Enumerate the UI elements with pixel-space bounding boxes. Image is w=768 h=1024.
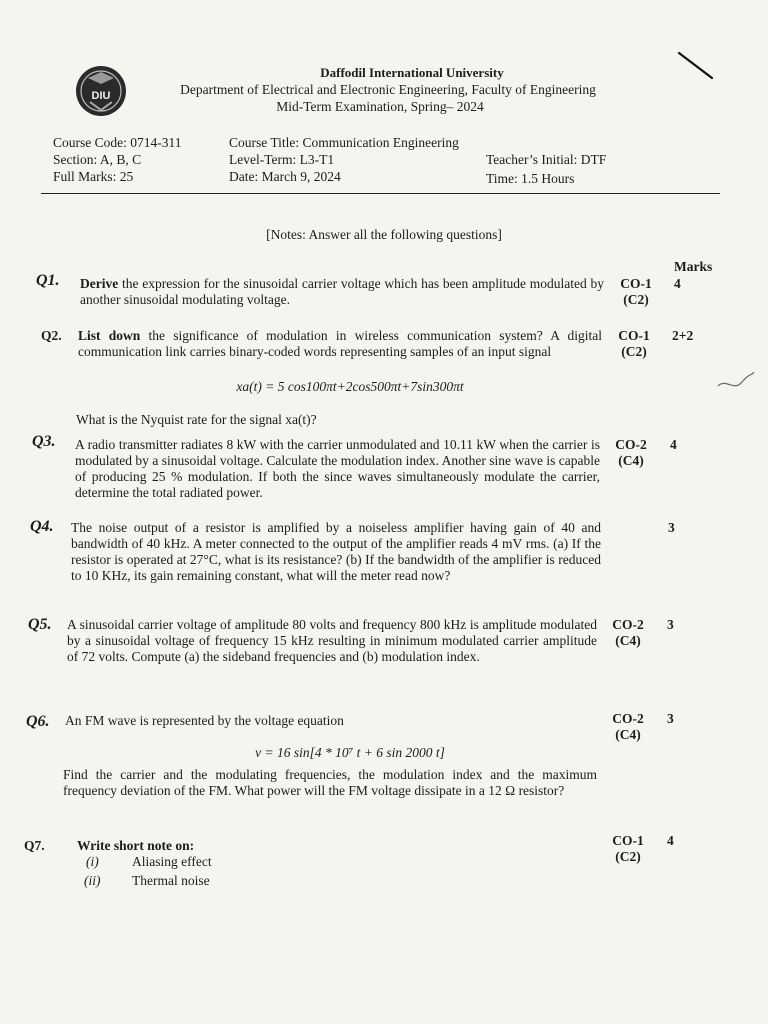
exam-notes: [Notes: Answer all the following questions] xyxy=(266,227,502,242)
question-text-q4: The noise output of a resistor is amplified by a noiseless amplifier having gain of 40 and bandwidth of 40 kHz. A meter connected to the output of the amplifier reads 4 mV rms. (a) If the resistor is operated at 27°C, what is its resistance? (b) If the bandwidth of the amplifier is reduced to 10 KHz, its gain remaining constant, what will the meter read now? xyxy=(71,520,601,583)
marks-q6: 3 xyxy=(667,711,674,726)
section: Section: A, B, C xyxy=(53,152,142,167)
question-lead-q1: Derive xyxy=(80,276,119,291)
equation-q6: v = 16 sin[4 * 10⁷ t + 6 sin 2000 t] xyxy=(255,745,445,760)
question-number-q5: Q5. xyxy=(28,616,52,633)
exam-title: Mid-Term Examination, Spring– 2024 xyxy=(276,99,484,114)
question-lead-q7: Write short note on: xyxy=(77,838,195,853)
equation-q2: xa(t) = 5 cos100πt+2cos500πt+7sin300πt xyxy=(236,379,464,394)
question-number-q4: Q4. xyxy=(30,518,54,535)
question-text-q3: A radio transmitter radiates 8 kW with the carrier unmodulated and 10.11 kW when the carrier is modulated by a sinusoidal voltage. Calculate the modulation index. Another sine wave is capable of producing 25 % modulation. If both the since waves simultaneously modulate the carrier, determine the total radiated power. xyxy=(75,437,600,500)
question-number-q2: Q2. xyxy=(41,328,62,343)
question-number-q3: Q3. xyxy=(32,433,56,450)
co-q5: CO-2 (C4) xyxy=(612,617,644,648)
question-lead-q2: List down xyxy=(78,328,141,343)
exam-time: Time: 1.5 Hours xyxy=(486,171,575,186)
co-q6: CO-2 (C4) xyxy=(612,711,644,742)
question-text-q1 xyxy=(80,276,604,308)
marks-q4: 3 xyxy=(668,520,675,535)
pen-stroke-mark xyxy=(676,50,716,82)
logo-text: DIU xyxy=(91,90,111,102)
full-marks: Full Marks: 25 xyxy=(53,169,134,184)
course-code: Course Code: 0714-311 xyxy=(53,135,182,150)
co-q7: CO-1 (C2) xyxy=(612,833,644,864)
item-label-q7-1: (i) xyxy=(86,854,99,869)
course-title: Course Title: Communication Engineering xyxy=(229,135,459,150)
co-q3: CO-2 (C4) xyxy=(615,437,647,468)
item-label-q7-2: (ii) xyxy=(84,873,101,888)
co-q1: CO-1 (C2) xyxy=(620,276,652,307)
question-body-q1: the expression for the sinusoidal carrier voltage which has been amplitude modulated by another sinusoidal modulating voltage. xyxy=(80,276,604,307)
marks-q5: 3 xyxy=(667,617,674,632)
followup-q6: Find the carrier and the modulating frequencies, the modulation index and the maximum frequency deviation of the FM. What power will the FM voltage dissipate in a 12 Ω resistor? xyxy=(63,767,597,798)
item-text-q7-2: Thermal noise xyxy=(132,873,210,888)
question-number-q1: Q1. xyxy=(36,272,60,289)
exam-date: Date: March 9, 2024 xyxy=(229,169,341,184)
question-text-q6: An FM wave is represented by the voltage equation xyxy=(65,713,344,728)
department-name: Department of Electrical and Electronic Engineering, Faculty of Engineering xyxy=(180,82,596,97)
pen-scribble-mark xyxy=(714,368,758,400)
header-divider xyxy=(41,193,720,194)
question-body-q2: the significance of modulation in wireless communication system? A digital communication link carries binary-coded words representing samples of an input signal xyxy=(78,328,602,359)
question-number-q6: Q6. xyxy=(26,713,50,730)
level-term: Level-Term: L3-T1 xyxy=(229,152,335,167)
marks-q1: 4 xyxy=(674,276,681,291)
university-name: Daffodil International University xyxy=(320,65,504,80)
marks-q3: 4 xyxy=(670,437,677,452)
followup-q2: What is the Nyquist rate for the signal xa(t)? xyxy=(76,412,317,427)
co-q2: CO-1 (C2) xyxy=(618,328,650,359)
question-number-q7: Q7. xyxy=(24,838,45,853)
teacher-initial: Teacher’s Initial: DTF xyxy=(486,152,607,167)
item-text-q7-1: Aliasing effect xyxy=(132,854,212,869)
marks-q7: 4 xyxy=(667,833,674,848)
marks-header: Marks xyxy=(674,259,713,274)
question-text-q2 xyxy=(78,328,602,360)
marks-q2: 2+2 xyxy=(672,328,694,343)
question-text-q5: A sinusoidal carrier voltage of amplitude 80 volts and frequency 800 kHz is amplitude modulated by a sinusoidal voltage of frequency 15 kHz resulting in minimum modulated carrier amplitude of 72 volts. Compute (a) the sideband frequencies and (b) modulation index. xyxy=(67,617,597,664)
